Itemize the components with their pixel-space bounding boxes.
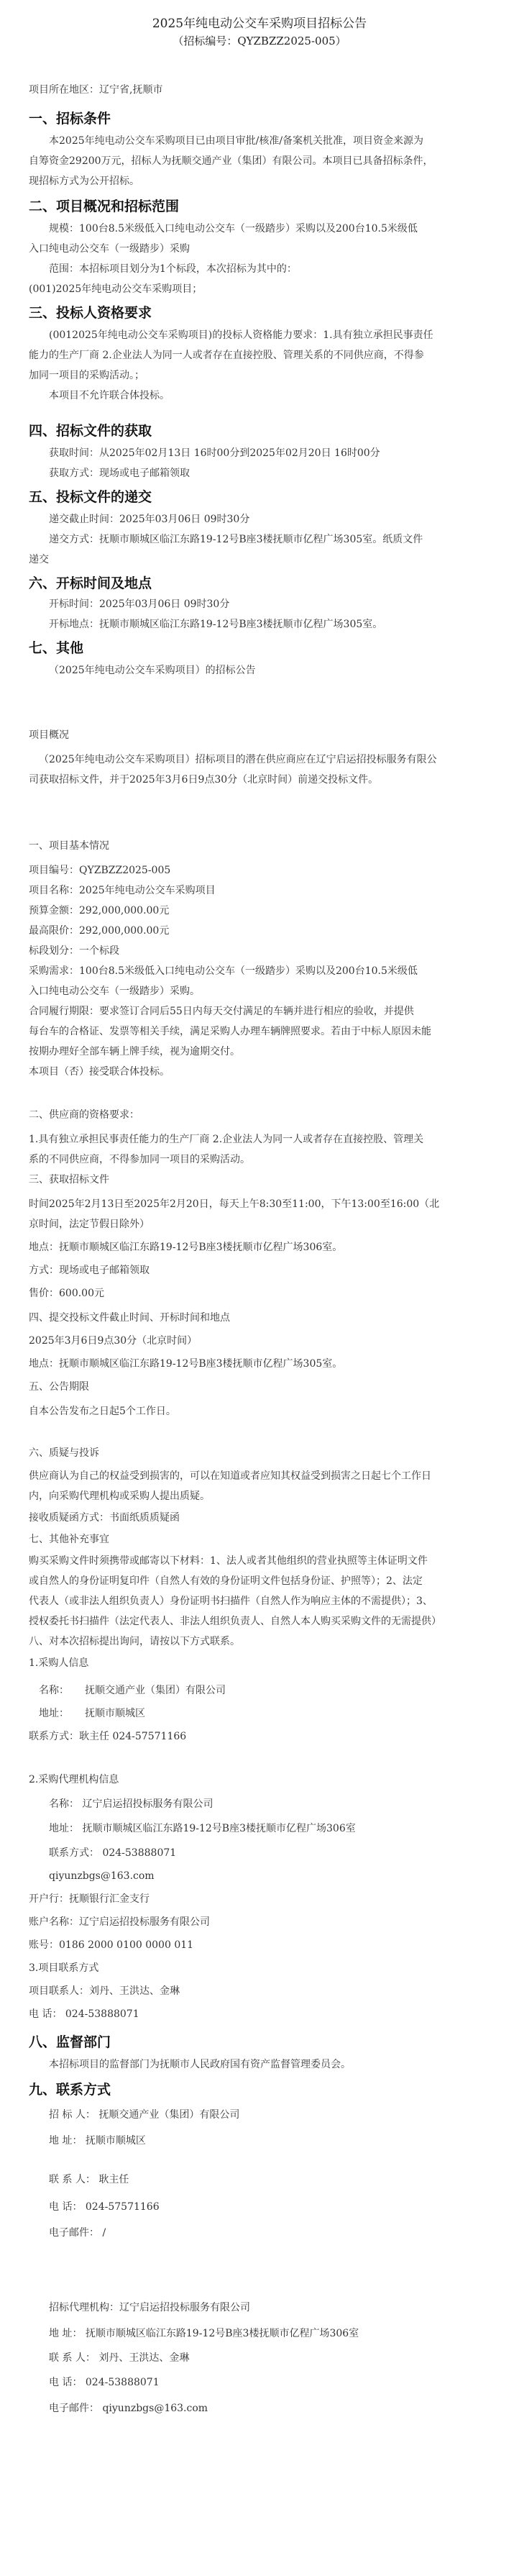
section-opening-heading: 六、开标时间及地点 [29,575,152,591]
contact-tenderer-email: 电子邮件： / [49,2227,106,2239]
purchaser-name: 抚顺交通产业（集团）有限公司 [85,1685,226,1696]
notice-period-title: 五、公告期限 [29,1381,89,1393]
paragraph: 接收质疑函方式：书面纸质质疑函 [29,1512,180,1524]
paragraph: 合同履行期限：要求签订合同后55日内每天交付满足的车辆并进行相应的验收，并提供 [29,1006,414,1017]
agency-name: 名称： 辽宁启运招投标服务有限公司 [49,1798,213,1810]
purchaser-address: 抚顺市顺城区 [85,1708,145,1719]
document-title: 2025年纯电动公交车采购项目招标公告 [152,17,367,31]
max-price: 最高限价：292,000,000.00元 [29,925,170,937]
price: 售价：600.00元 [29,1288,104,1299]
section-supervision-heading: 八、监督部门 [29,2034,111,2050]
paragraph: 本2025年纯电动公交车采购项目已由项目审批/核准/备案机关批准，项目资金来源为 [49,135,424,147]
agency-account-name: 账户名称：辽宁启运招投标服务有限公司 [29,1916,210,1928]
purchaser-contact: 联系方式：耿主任 024-57571166 [29,1731,187,1742]
paragraph: 时间2025年2月13日至2025年2月20日，每天上午8:30至11:00，下午13:00至16:00（北 [29,1198,440,1210]
agency-info-title: 2.采购代理机构信息 [29,1774,119,1785]
paragraph: 地点：抚顺市顺城区临江东路19-12号B座3楼抚顺市亿程广场305室。 [29,1358,343,1370]
paragraph: 采购需求：100台8.5米级低入口纯电动公交车（一级踏步）采购以及200台10.5米级低 [29,965,418,977]
section-get-documents-heading: 四、招标文件的获取 [29,423,152,439]
purchaser-address-label: 地址： [39,1708,69,1719]
paragraph: （2025年纯电动公交车采购项目）招标项目的潜在供应商应在辽宁启运招投标服务有限公 [39,754,437,765]
paragraph: 本项目（否）接受联合体投标。 [29,1066,170,1078]
contact-agency-person: 联 系 人： 刘丹、王洪达、金琳 [49,2352,190,2364]
section-tender-conditions-heading: 一、招标条件 [29,111,111,127]
paragraph: 现招标方式为公开招标。 [29,176,139,187]
project-contact-title: 3.项目联系方式 [29,1962,99,1974]
purchaser-name-label: 名称： [39,1685,69,1696]
section-qualification-heading: 三、投标人资格要求 [29,305,152,321]
section-scope-heading: 二、项目概况和招标范围 [29,199,180,214]
project-location: 项目所在地区：辽宁省,抚顺市 [29,84,163,96]
paragraph: 能力的生产厂商 2.企业法人为同一人或者存在直接控股、管理关系的不同供应商，不得参 [29,350,424,361]
paragraph: 本招标项目的监督部门为抚顺市人民政府国有资产监督管理委员会。 [49,2059,351,2070]
paragraph: 或自然人的身份证明复印件（自然人有效的身份证明文件包括身份证、护照等）；2、法定 [29,1575,423,1587]
agency-email[interactable]: qiyunzbgs@163.com [49,1870,155,1882]
paragraph: 自本公告发布之日起5个工作日。 [29,1406,176,1417]
overview-title: 项目概况 [29,729,69,741]
paragraph: 入口纯电动公交车（一级踏步）采购。 [29,986,200,997]
other-matters-title: 七、其他补充事宜 [29,1534,109,1545]
paragraph: 1.具有独立承担民事责任能力的生产厂商 2.企业法人为同一人或者存在直接控股、管理关 [29,1134,424,1145]
section-submission-heading: 五、投标文件的递交 [29,489,152,505]
agency-account-number: 账号：0186 2000 0100 0000 011 [29,1939,194,1951]
agency-address: 地址： 抚顺市顺城区临江东路19-12号B座3楼抚顺市亿程广场306室 [49,1823,356,1834]
paragraph: 京时间，法定节假日除外） [29,1219,150,1230]
contact-agency-email[interactable]: 电子邮件： qiyunzbgs@163.com [49,2403,208,2414]
purchaser-info-title: 1.采购人信息 [29,1657,89,1669]
paragraph: 范围：本招标项目划分为1个标段，本次招标为其中的： [49,263,297,275]
section-other-heading: 七、其他 [29,640,84,656]
paragraph: 加同一项目的采购活动。； [29,370,144,381]
contact-agency: 招标代理机构：辽宁启运招投标服务有限公司 [49,2302,250,2313]
supplier-qualification-title: 二、供应商的资格要求： [29,1109,139,1121]
paragraph: 司获取招标文件，并于2025年3月6日9点30分（北京时间）前递交投标文件。 [29,774,379,786]
paragraph: 系的不同供应商，不得参加同一项目的采购活动。 [29,1154,250,1165]
paragraph: 地点：抚顺市顺城区临江东路19-12号B座3楼抚顺市亿程广场306室。 [29,1242,343,1253]
contact-agency-phone: 电 话： 024-53888071 [49,2377,160,2388]
paragraph: 递交 [29,554,49,565]
contact-tenderer-phone: 电 话： 024-57571166 [49,2201,160,2213]
paragraph: （2025年纯电动公交车采购项目）的招标公告 [49,665,256,676]
paragraph: 开标地点：抚顺市顺城区临江东路19-12号B座3楼抚顺市亿程广场305室。 [49,619,383,630]
paragraph: 供应商认为自己的权益受到损害的，可以在知道或者应知其权益受到损害之日起七个工作日 [29,1470,431,1482]
project-contact-person: 项目联系人：刘丹、王洪达、金琳 [29,1985,180,1997]
paragraph: 递交截止时间：2025年03月06日 09时30分 [49,514,250,525]
contact-tenderer-address: 地 址： 抚顺市顺城区 [49,2135,146,2147]
paragraph: 购买采购文件时须携带或邮寄以下材料：1、法人或者其他组织的营业执照等主体证明文件 [29,1555,428,1567]
deadline-title: 四、提交投标文件截止时间、开标时间和地点 [29,1312,230,1324]
paragraph: (001)2025年纯电动公交车采购项目； [29,283,203,295]
paragraph: 代表人（或非法人组织负责人）身份证明书扫描件（自然人作为响应主体的不需提供）；3、 [29,1596,433,1607]
lot-division: 标段划分：一个标段 [29,945,119,957]
paragraph: 获取方式：现场或电子邮箱领取 [49,468,190,479]
get-documents-title: 三、获取招标文件 [29,1174,109,1185]
paragraph: (0012025年纯电动公交车采购项目)的投标人资格能力要求：1.具有独立承担民事责任 [49,329,433,341]
paragraph: 规模：100台8.5米级低入口纯电动公交车（一级踏步）采购以及200台10.5米级低 [49,223,418,235]
paragraph: 本项目不允许联合体投标。 [49,390,170,401]
paragraph: 获取时间：从2025年02月13日 16时00分到2025年02月20日 16时00分 [49,447,380,459]
paragraph: 自筹资金29200万元，招标人为抚顺交通产业（集团）有限公司。本项目已具备招标条件， [29,155,433,167]
project-name: 项目名称：2025年纯电动公交车采购项目 [29,885,216,896]
project-contact-phone: 电 话： 024-53888071 [29,2008,139,2020]
contact-tenderer-person: 联 系 人： 耿主任 [49,2174,129,2185]
complaint-title: 六、质疑与投诉 [29,1447,99,1459]
project-code: 项目编号：QYZBZZ2025-005 [29,865,171,876]
agency-phone: 联系方式： 024-53888071 [49,1847,177,1859]
paragraph: 方式：现场或电子邮箱领取 [29,1265,150,1276]
contact-agency-address: 地 址： 抚顺市顺城区临江东路19-12号B座3楼抚顺市亿程广场306室 [49,2328,359,2339]
tender-code: （招标编号：QYZBZZ2025-005） [173,35,346,47]
paragraph: 2025年3月6日9点30分（北京时间） [29,1335,198,1347]
paragraph: 开标时间：2025年03月06日 09时30分 [49,599,230,610]
paragraph: 递交方式：抚顺市顺城区临江东路19-12号B座3楼抚顺市亿程广场305室。纸质文件 [49,534,423,545]
section-contacts-heading: 九、联系方式 [29,2082,111,2098]
contact-tenderer: 招 标 人： 抚顺交通产业（集团）有限公司 [49,2109,240,2121]
paragraph: 授权委托书扫描件（法定代表人、非法人组织负责人、自然人本人购买采购文件的无需提供） [29,1616,441,1627]
paragraph: 每台车的合格证、发票等相关手续，满足采购人办理车辆牌照要求。若由于中标人原因未能 [29,1026,431,1037]
basic-info-title: 一、项目基本情况 [29,840,109,852]
paragraph: 入口纯电动公交车（一级踏步）采购 [29,243,190,255]
agency-bank: 开户行：抚顺银行汇金支行 [29,1893,150,1905]
paragraph: 八、对本次招标提出询问，请按以下方式联系。 [29,1636,240,1647]
budget-amount: 预算金额：292,000,000.00元 [29,905,170,916]
paragraph: 按期办理好全部车辆上牌手续，视为逾期交付。 [29,1046,240,1057]
paragraph: 内，向采购代理机构或采购人提出质疑。 [29,1490,210,1502]
